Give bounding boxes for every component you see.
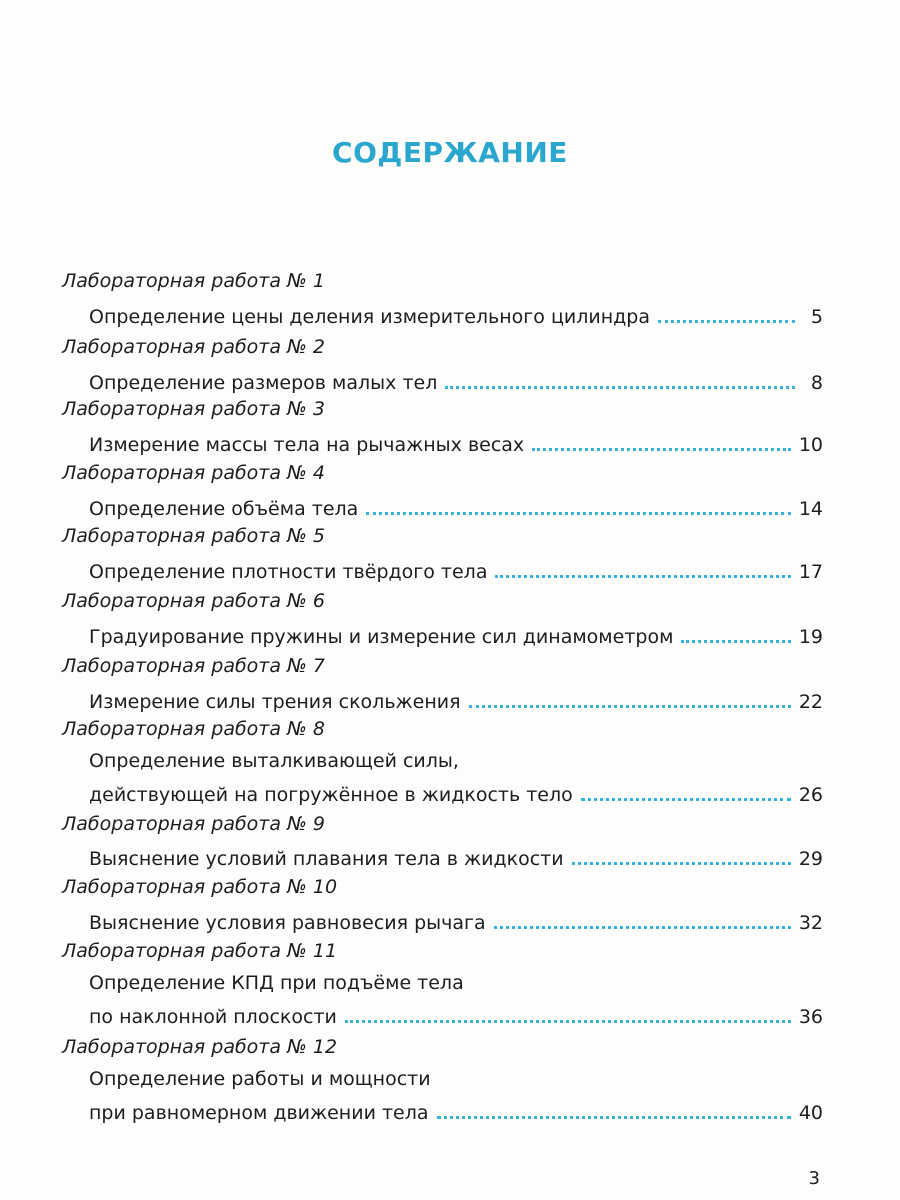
toc-title-8-line-1[interactable]: Определение выталкивающей силы, [89, 750, 459, 772]
dot-leader [437, 1116, 791, 1119]
toc-title-7: Измерение силы трения скольжения [89, 691, 461, 713]
toc-row-7[interactable] [89, 687, 823, 713]
dot-leader [581, 798, 791, 801]
lab-heading-4: Лабораторная работа № 4 [62, 462, 325, 484]
dot-leader [681, 640, 790, 643]
toc-title-11-line-2: по наклонной плоскости [89, 1006, 337, 1028]
lab-heading-1: Лабораторная работа № 1 [62, 270, 325, 292]
lab-heading-11: Лабораторная работа № 11 [62, 940, 338, 962]
toc-row-3[interactable] [89, 430, 823, 456]
lab-heading-2: Лабораторная работа № 2 [62, 336, 325, 358]
toc-row-6[interactable] [89, 622, 823, 648]
dot-leader [495, 575, 790, 578]
page-title: СОДЕРЖАНИЕ [332, 136, 568, 169]
toc-title-3: Измерение массы тела на рычажных весах [89, 434, 525, 456]
lab-heading-3: Лабораторная работа № 3 [62, 398, 325, 420]
toc-page-2: 8 [810, 372, 823, 394]
dot-leader [469, 705, 791, 708]
toc-title-1: Определение цены деления измерительного цилиндра [89, 306, 650, 328]
page-number: 3 [808, 1168, 820, 1189]
toc-page-3: 10 [798, 434, 823, 456]
toc-title-2: Определение размеров малых тел [89, 372, 438, 394]
toc-row-1[interactable] [89, 302, 823, 328]
toc-page-8: 26 [798, 784, 823, 806]
toc-title-12-line-1[interactable]: Определение работы и мощности [89, 1068, 431, 1090]
toc-title-11-line-1[interactable]: Определение КПД при подъёме тела [89, 972, 464, 994]
toc-row-2[interactable] [89, 368, 823, 394]
toc-title-6: Градуирование пружины и измерение сил динамометром [89, 626, 674, 648]
toc-title-4: Определение объёма тела [89, 498, 359, 520]
lab-heading-10: Лабораторная работа № 10 [62, 876, 338, 898]
toc-page-4: 14 [798, 498, 823, 520]
toc-title-12-line-2: при равномерном движении тела [89, 1102, 429, 1124]
toc-page-7: 22 [798, 691, 823, 713]
dot-leader [572, 862, 791, 865]
toc-title-5: Определение плотности твёрдого тела [89, 561, 488, 583]
toc-row-5[interactable] [89, 557, 823, 583]
toc-page-6: 19 [798, 626, 823, 648]
toc-row-11[interactable] [89, 1002, 823, 1028]
dot-leader [658, 320, 795, 323]
toc-title-10: Выяснение условия равновесия рычага [89, 912, 486, 934]
toc-row-8[interactable] [89, 780, 823, 806]
toc-title-8-line-2: действующей на погружённое в жидкость тело [89, 784, 573, 806]
toc-title-9: Выяснение условий плавания тела в жидкости [89, 848, 564, 870]
lab-heading-6: Лабораторная работа № 6 [62, 590, 325, 612]
dot-leader [345, 1020, 791, 1023]
toc-page-5: 17 [798, 561, 823, 583]
lab-heading-9: Лабораторная работа № 9 [62, 813, 325, 835]
toc-row-4[interactable] [89, 494, 823, 520]
lab-heading-8: Лабораторная работа № 8 [62, 718, 325, 740]
dot-leader [445, 386, 795, 389]
toc-page-11: 36 [798, 1006, 823, 1028]
lab-heading-5: Лабораторная работа № 5 [62, 525, 325, 547]
toc-row-12[interactable] [89, 1098, 823, 1124]
dot-leader [532, 448, 791, 451]
toc-page-9: 29 [798, 848, 823, 870]
toc-page-12: 40 [798, 1102, 823, 1124]
toc-row-10[interactable] [89, 908, 823, 934]
toc-page-1: 5 [810, 306, 823, 328]
toc-page-10: 32 [798, 912, 823, 934]
dot-leader [366, 512, 791, 515]
lab-heading-7: Лабораторная работа № 7 [62, 655, 325, 677]
toc-row-9[interactable] [89, 844, 823, 870]
lab-heading-12: Лабораторная работа № 12 [62, 1036, 338, 1058]
dot-leader [494, 926, 791, 929]
